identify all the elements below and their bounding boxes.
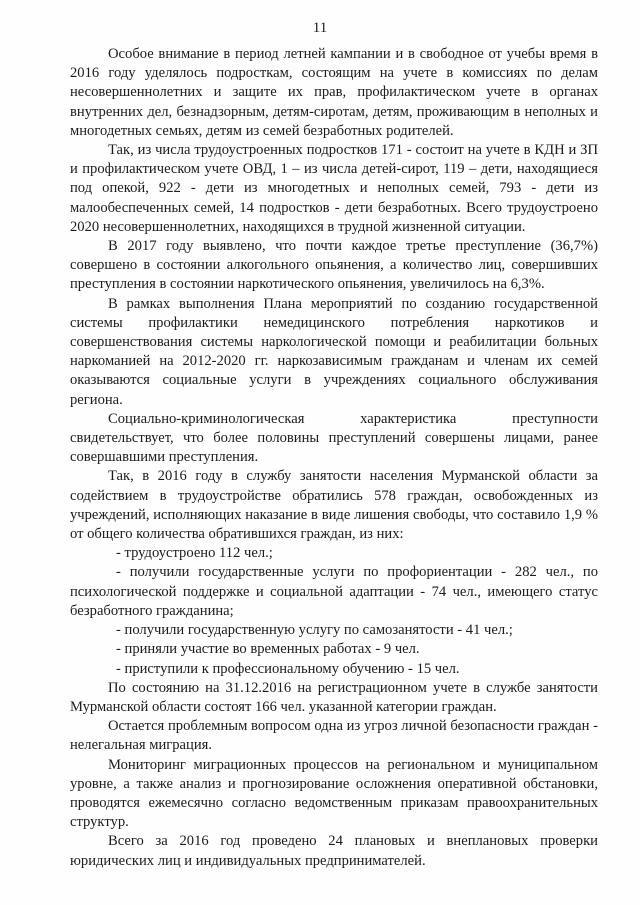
page-number: 11	[312, 20, 328, 36]
paragraph-inspections: Всего за 2016 год проведено 24 плановых и внеплановых проверки юридических лиц и индивидуальных предпринимателей.	[70, 833, 598, 869]
paragraph-employed-teens: Так, из числа трудоустроенных подростков 171 - состоит на учете в КДН и ЗП и профилактическом учете ОВД, 1 – из числа детей-сирот, 119 – дети, находящиеся под опекой, 922 - дети из многодетных и неполных семей, 793 - дети из малообеспеченных семей, 14 подростков - дети безработных. Всего трудоустроено 2020 несовершеннолетних, находящихся в трудной жизненной ситуации.	[70, 142, 598, 235]
paragraph-crime-intoxication: В 2017 году выявлено, что почти каждое третье преступление (36,7%) совершено в состоянии алкогольного опьянения, а количество лиц, совершивших преступления в состоянии наркотического опьянения, увеличилось на 6,3%.	[70, 238, 598, 293]
list-item: - получили государственную услугу по самозанятости - 41 чел.;	[116, 622, 513, 639]
paragraph-summer-campaign: Особое внимание в период летней кампании и в свободное от учебы время в 2016 году уделялось подросткам, состоящим на учете в комиссиях по делам несовершеннолетних и защите их прав, профилактическом учете в органах внутренних дел, безнадзорным, детям-сиротам, детям, проживающим в неполных и многодетных семьях, детям из семей безработных родителей.	[70, 46, 598, 139]
paragraph-employment-service: Так, в 2016 году в службу занятости населения Мурманской области за содействием в трудоустройстве обратились 578 граждан, освобожденных из учреждений, исполняющих наказание в виде лишения свободы, что составило 1,9 % от общего количества обратившихся граждан, из них:	[70, 468, 598, 543]
paragraph-illegal-migration: Остается проблемным вопросом одна из угроз личной безопасности граждан - нелегальная миграция.	[70, 718, 598, 754]
paragraph-registration-status: По состоянию на 31.12.2016 на регистрационном учете в службе занятости Мурманской области состоят 166 чел. указанной категории граждан.	[70, 679, 598, 715]
list-item: - приняли участие во временных работах - 9 чел.	[116, 641, 420, 658]
list-item: - получили государственные услуги по профориентации - 282 чел., по психологической поддержке и социальной адаптации - 74 чел., имеющего статус безработного гражданина;	[70, 564, 598, 619]
list-item: - приступили к профессиональному обучению - 15 чел.	[116, 660, 460, 677]
paragraph-migration-monitoring: Мониторинг миграционных процессов на региональном и муниципальном уровне, а также анализ и прогнозирование осложнения оперативной обстановки, проводятся ежемесячно согласно ведомственным приказам правоохранительных структур.	[70, 756, 598, 831]
document-body	[70, 45, 598, 871]
paragraph-criminological-characteristics: Социально-криминологическая характеристика преступности свидетельствует, что более половины преступлений совершены лицами, ранее совершавшими преступления.	[70, 410, 598, 466]
paragraph-drug-prevention-plan: В рамках выполнения Плана мероприятий по созданию государственной системы профилактики немедицинского потребления наркотиков и совершенствования системы наркологической помощи и реабилитации больных наркоманией на 2012-2020 гг. наркозависимым гражданам и членам их семей оказываются социальные услуги в учреждениях социального обслуживания региона.	[70, 295, 598, 408]
list-item: - трудоустроено 112 чел.;	[116, 545, 273, 562]
